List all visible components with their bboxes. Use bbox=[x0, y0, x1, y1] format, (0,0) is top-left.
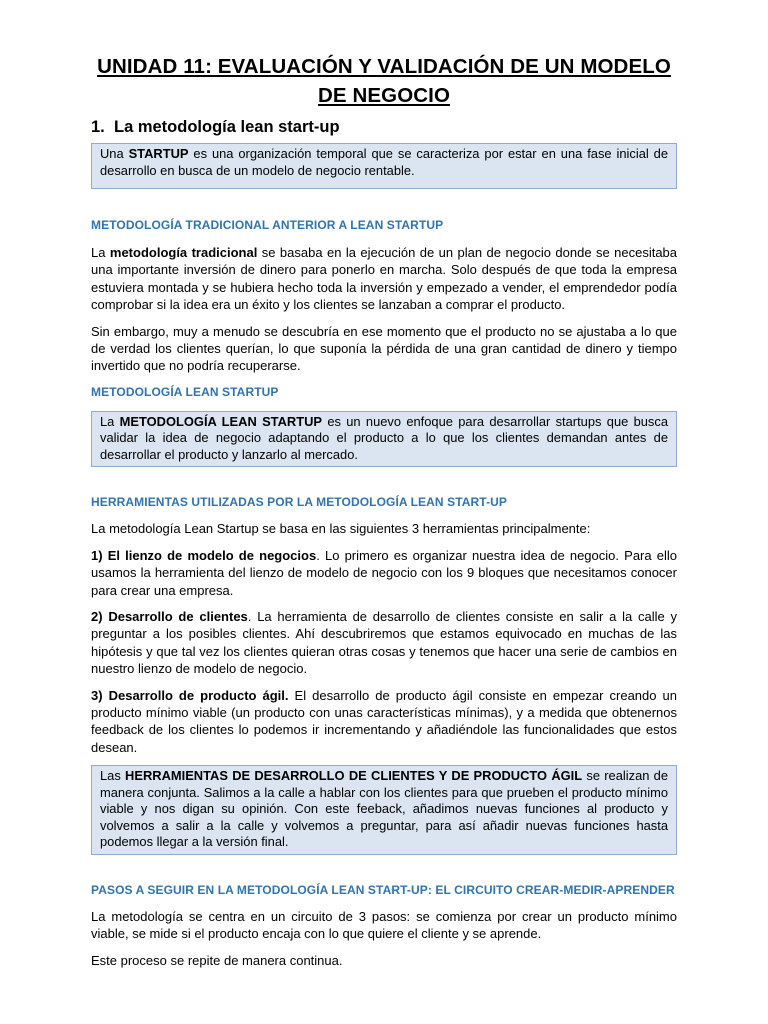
tool-item-2-title: 2) Desarrollo de clientes bbox=[91, 608, 248, 624]
tools-box-text-post: se realizan de manera conjunta. Salimos a la calle a hablar con los clientes para que prueben el producto mínimo viable y nos digan su opinión. Con este feeback, añadimos nuevas funciones al producto y volvemos a salir a la calle y volvemos a preguntar, para así añadir nuevas funciones hasta podemos llegar a la versión final. bbox=[100, 768, 669, 850]
paragraph-steps-2: Este proceso se repite de manera continua. bbox=[91, 952, 343, 968]
tools-box-text-pre: Las bbox=[100, 768, 126, 784]
startup-definition-box bbox=[91, 143, 677, 189]
tool-item-1 bbox=[91, 547, 677, 599]
heading-lean-startup: METODOLOGÍA LEAN STARTUP bbox=[91, 384, 279, 399]
tool-item-2 bbox=[91, 608, 677, 678]
traditional-text-pre: La bbox=[91, 245, 110, 260]
document-page bbox=[91, 52, 677, 969]
startup-term: STARTUP bbox=[128, 146, 189, 161]
tool-item-3-title: 3) Desarrollo de producto ágil. bbox=[91, 687, 289, 703]
tool-item-3-text: El desarrollo de producto ágil consiste en empezar creando un producto mínimo viable (un producto con unas características mínimas), y a medida que obtenernos feedback de los clientes lo podemos ir incrementando y añadiéndole las funcionalidades que estos desean. bbox=[91, 687, 677, 755]
heading-tools: HERRAMIENTAS UTILIZADAS POR LA METODOLOGÍA LEAN START-UP bbox=[91, 495, 508, 510]
heading-traditional: METODOLOGÍA TRADICIONAL ANTERIOR A LEAN STARTUP bbox=[91, 218, 444, 232]
paragraph-traditional-2: Sin embargo, muy a menudo se descubría en ese momento que el producto no se ajustaba a lo que de verdad los clientes querían, lo que suponía la pérdida de una gran cantidad de dinero y tiempo invertido que no podría recuperarse. bbox=[91, 323, 677, 374]
traditional-text-post: se basaba en la ejecución de un plan de negocio donde se necesitaba una importante inversión de dinero para ponerlo en marcha. Solo después de que toda la empresa estuviera montada y se hubiera hecho toda la inversión y empezado a vender, el emprendedor podía comprobar si la idea era un éxito y los clientes se lanzaban a comprar el producto. bbox=[91, 245, 678, 313]
tool-item-3 bbox=[91, 687, 677, 757]
traditional-term: metodología tradicional bbox=[109, 245, 258, 260]
tool-item-1-title: 1) El lienzo de modelo de negocios bbox=[91, 547, 317, 563]
lean-text-post: es un nuevo enfoque para desarrollar startups que busca validar la idea de negocio adaptando el producto a lo que los clientes demandan antes de desarrollar el producto y lanzarlo al mercado. bbox=[100, 413, 668, 462]
heading-steps: PASOS A SEGUIR EN LA METODOLOGÍA LEAN START-UP: EL CIRCUITO CREAR-MEDIR-APRENDER bbox=[91, 882, 675, 897]
section-heading-1 bbox=[91, 117, 677, 137]
tool-item-2-text: . La herramienta de desarrollo de clientes consiste en salir a la calle y preguntar a los posibles clientes. Ahí descubriremos que estamos equivocado en muchas de las hipótesis y que tal vez los clientes quieran otras cosas y tenemos que hacer una serie de cambios en nuestro lienzo de modelo de negocio. bbox=[91, 608, 678, 677]
paragraph-traditional-1 bbox=[91, 244, 677, 314]
section-number: 1. bbox=[91, 118, 105, 136]
tools-summary-box bbox=[91, 765, 677, 855]
tool-item-1-text: . Lo primero es organizar nuestra idea de negocio. Para ello usamos la herramienta del lienzo de modelo de negocio con los 9 bloques que necesitamos conocer para crear una empresa. bbox=[91, 547, 677, 598]
startup-text-post: es una organización temporal que se caracteriza por estar en una fase inicial de desarrollo en busca de un modelo de negocio rentable. bbox=[100, 146, 668, 178]
startup-text-pre: Una bbox=[100, 146, 129, 161]
paragraph-steps-1: La metodología se centra en un circuito de 3 pasos: se comienza por crear un producto mínimo viable, se mide si el producto encaja con lo que quiere el cliente y se aprende. bbox=[91, 908, 677, 942]
lean-definition-box bbox=[91, 411, 677, 468]
lean-text-pre: La bbox=[100, 413, 120, 429]
section-heading-text: La metodología lean start-up bbox=[114, 118, 340, 136]
document-title: UNIDAD 11: EVALUACIÓN Y VALIDACIÓN DE UN MODELO DE NEGOCIO bbox=[97, 55, 671, 107]
tools-box-term: HERRAMIENTAS DE DESARROLLO DE CLIENTES Y DE PRODUCTO ÁGIL bbox=[125, 768, 583, 784]
lean-term: METODOLOGÍA LEAN STARTUP bbox=[119, 413, 322, 429]
paragraph-tools-intro: La metodología Lean Startup se basa en las siguientes 3 herramientas principalmente: bbox=[91, 521, 591, 537]
